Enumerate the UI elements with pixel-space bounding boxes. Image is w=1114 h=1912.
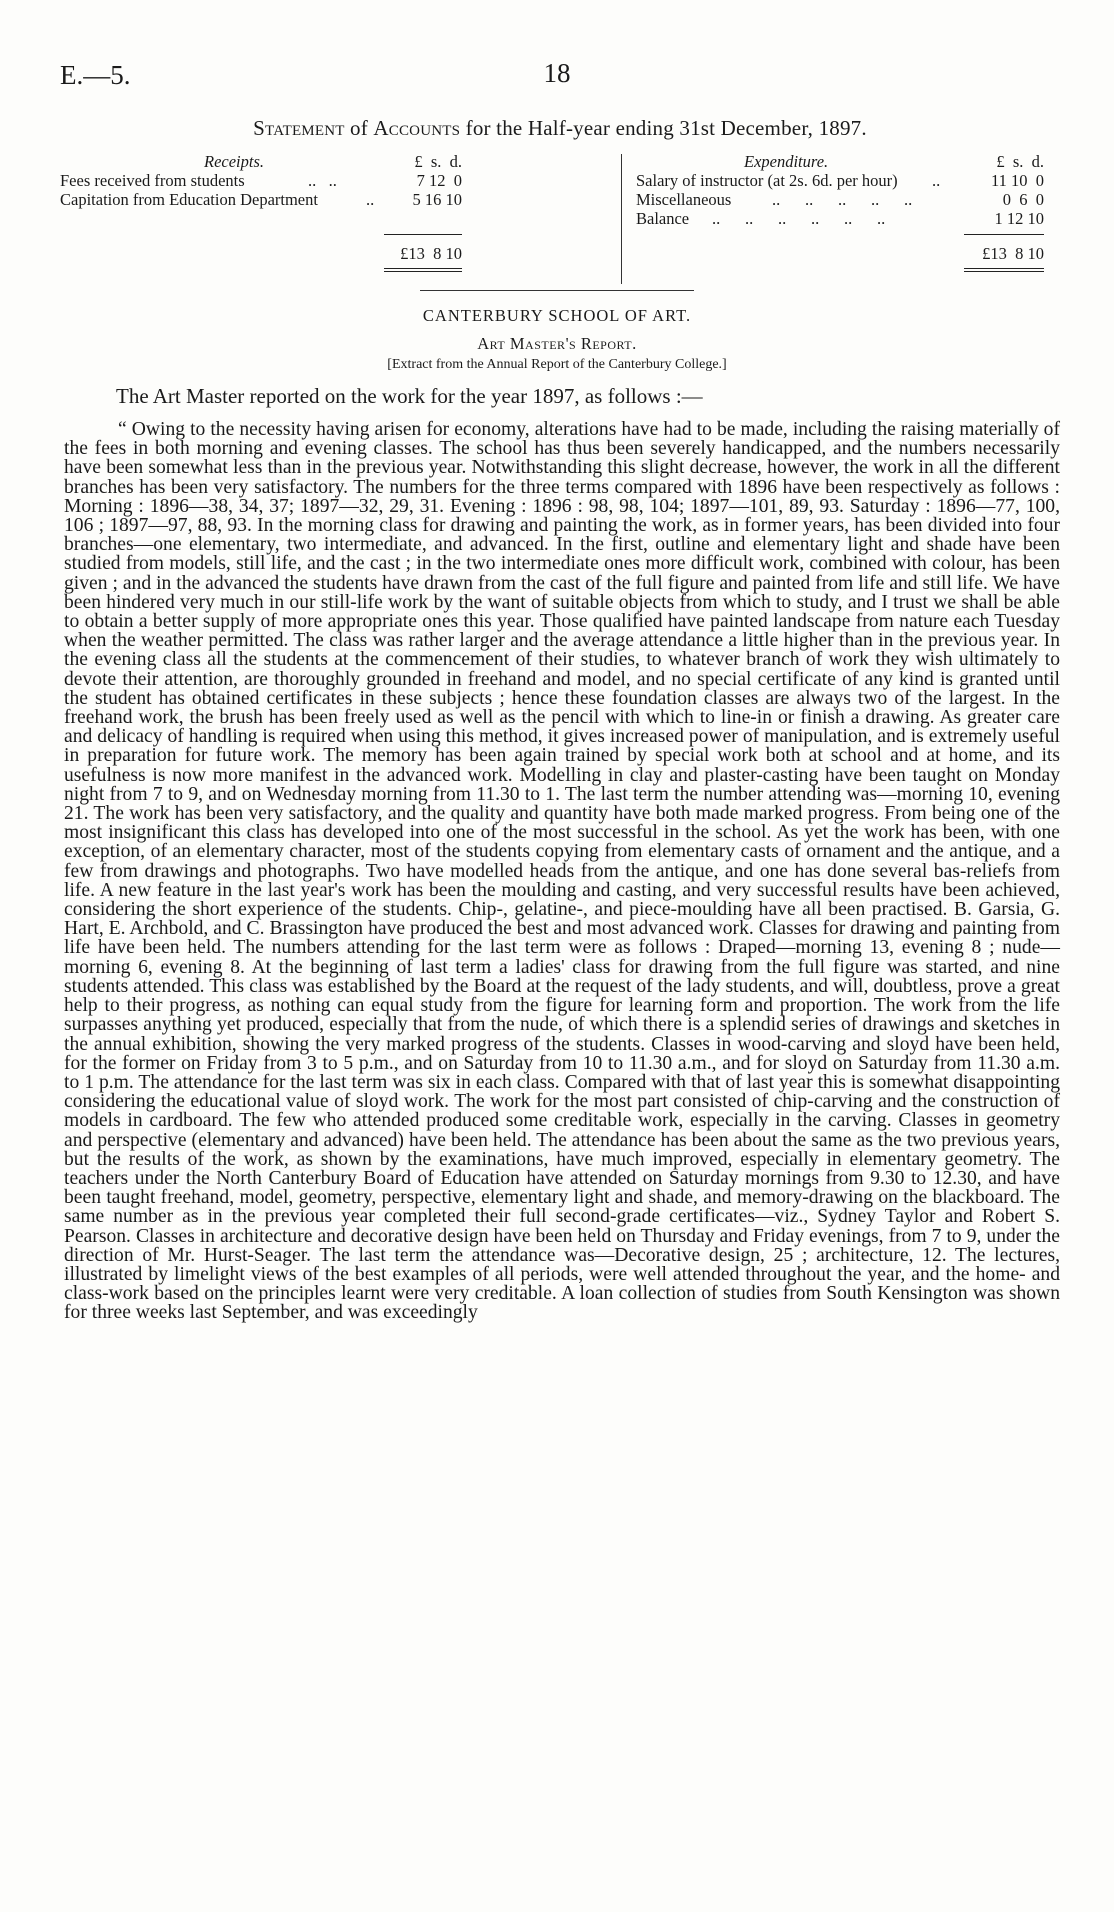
statement-title (60, 116, 1060, 141)
receipt-dots: .. .. (308, 171, 337, 190)
statement-title-word: Statement (253, 116, 345, 140)
expenditure-amount: 0 6 0 (1002, 190, 1044, 209)
receipts-currency-head: £ s. d. (414, 152, 462, 171)
expenditure-currency-head: £ s. d. (996, 152, 1044, 171)
statement-title-of: of (344, 116, 374, 140)
receipts-heading: Receipts. (204, 152, 265, 171)
receipt-amount: 7 12 0 (416, 171, 462, 190)
expenditure-label: Miscellaneous (636, 190, 732, 209)
school-title: CANTERBURY SCHOOL OF ART. (422, 306, 692, 325)
section-separator (420, 290, 694, 291)
expenditure-heading: Expenditure. (744, 152, 829, 171)
report-subtitle: Art Master's Report. (477, 334, 637, 353)
expenditure-dots: .. (932, 171, 941, 190)
receipts-total-rule-2 (384, 271, 462, 272)
receipts-total: £13 8 10 (400, 244, 462, 263)
expenditure-sum-rule (964, 234, 1044, 235)
expenditure-dots: .. .. .. .. .. (772, 190, 913, 209)
report-body (64, 420, 1060, 1323)
intro-line: The Art Master reported on the work for the year 1897, as follows :— (116, 384, 703, 408)
extract-note: [Extract from the Annual Report of the Canterbury College.] (387, 357, 727, 372)
receipt-label: Capitation from Education Department (60, 190, 318, 209)
expenditure-label: Balance (636, 209, 690, 228)
expenditure-total-rule (964, 268, 1044, 269)
expenditure-label: Salary of instructor (at 2s. 6d. per hour) (636, 171, 898, 190)
expenditure-amount: 11 10 0 (990, 171, 1044, 190)
expenditure-total: £13 8 10 (982, 244, 1044, 263)
receipt-label: Fees received from students (60, 171, 245, 190)
accounts-table (60, 152, 1060, 292)
expenditure-dots: .. .. .. .. .. .. (712, 209, 886, 228)
expenditure-amount: 1 12 10 (994, 209, 1044, 228)
statement-title-word-2: Accounts (373, 116, 461, 140)
receipt-amount: 5 16 10 (412, 190, 462, 209)
report-paragraph: “ Owing to the necessity having arisen for economy, alterations have had to be made, including the raising materially of the fees in both morning and evening classes. The school has thus been severely handicapped, and the numbers necessarily have been somewhat less than in the previous year. Notwithstanding this slight decrease, however, the work in all the different branches has been very satisfactory. The numbers for the three terms compared with 1896 have been respectively as follows : Morning : 1896—38, 34, 37; 1897—32, 29, 31. Evening : 1896 : 98, 98, 104; 1897—101, 89, 93. Saturday : 1896—77, 100, 106 ; 1897—97, 88, 93. In the morning class for drawing and painting the work, as in former years, has been divided into four branches—one elementary, two intermediate, and advanced. In the first, outline and elementary light and shade have been studied from models, still life, and the cast ; in the two intermediate ones more difficult work, combined with colour, has been given ; and in the advanced the students have drawn from the cast of the full figure and painted from life and still life. We have been hindered very much in our still-life work by the want of suitable objects from which to study, and I trust we shall be able to obtain a better supply of more appropriate ones this year. Those qualified have painted landscape from nature each Tuesday when the weather permitted. The class was rather larger and the average attendance a little higher than in the previous year. In the evening class all the students at the commencement of their studies, to whatever branch of work they wish ultimately to devote their attention, are thoroughly grounded in freehand and model, and no special certificate of any kind is granted until the student has obtained certificates in these subjects ; hence these foundation classes are always two of the largest. In the freehand work, the brush has been freely used as well as the pencil with which to line-in or finish a drawing. As greater care and delicacy of handling is required when using this method, it gives increased power of manipulation, and is extremely useful in preparation for future work. The memory has been again trained by special work both at school and at home, and its usefulness is now more manifest in the advanced work. Modelling in clay and plaster-casting have been taught on Monday night from 7 to 9, and on Wednesday morning from 11.30 to 1. The last term the number attending was—morning 10, evening 21. The work has been very satisfactory, and the quality and quantity have both made marked progress. From being one of the most insignificant this class has developed into one of the most successful in the school. As yet the work has been, with one exception, of an elementary character, most of the students copying from elementary casts of ornament and the antique, and a few from drawings and photographs. Two have modelled heads from the antique, and one has done several bas-reliefs from life. A new feature in the last year's work has been the moulding and casting, and very successful results have been achieved, considering the short experience of the students. Chip-, gelatine-, and piece-moulding have all been practised. B. Garsia, G. Hart, E. Archbold, and C. Brassington have produced the best and most advanced work. Classes for drawing and painting from life have been held. The numbers attending for the last term were as follows : Draped—morning 13, evening 8 ; nude—morning 6, evening 8. At the beginning of last term a ladies' class for drawing from the full figure was started, and nine students attended. This class was established by the Board at the request of the lady students, and will, doubtless, prove a great help to their progress, as nothing can equal study from the figure for learning form and proportion. The work from the life surpasses anything yet produced, especially that from the nude, of which there is a splendid series of drawings and sketches in the annual exhibition, showing the very marked progress of the students. Classes in wood-carving and sloyd have been held, for the former on Friday from 3 to 5 p.m., and on Saturday from 10 to 11.30 a.m., and for sloyd on Saturday from 11.30 a.m. to 1 p.m. The attendance for the last term was six in each class. Compared with that of last year this is somewhat disappointing considering the educational value of sloyd work. The work for the most part consisted of chip-carving and the construction of models in cardboard. The few who attended produced some creditable work, especially in the carving. Classes in geometry and perspective (elementary and advanced) have been held. The attendance has been about the same as the two previous years, but the results of the work, as shown by the examinations, have much improved, especially in elementary geometry. The teachers under the North Canterbury Board of Education have attended on Saturday mornings from 9.30 to 12.30, and have been taught freehand, model, geometry, perspective, elementary light and shade, and memory-drawing on the blackboard. The same number as in the previous year completed their full second-grade certificates—viz., Sydney Taylor and Robert S. Pearson. Classes in architecture and decorative design have been held on Thursday and Friday evenings, from 7 to 9, under the direction of Mr. Hurst-Seager. The last term the attendance was—Decorative design, 25 ; architecture, 12. The lectures, illustrated by limelight views of the best examples of all periods, were well attended throughout the year, and the home- and class-work based on the principles learnt were very creditable. A loan collection of studies from South Kensington was shown for three weeks last September, and was exceedingly (64, 419, 1060, 1324)
column-divider (621, 154, 622, 284)
page-number: 18 (543, 58, 571, 88)
expenditure-total-rule-2 (964, 271, 1044, 272)
receipts-total-rule (384, 268, 462, 269)
document-reference: E.—5. (60, 60, 131, 90)
receipts-sum-rule (384, 234, 462, 235)
statement-title-rest: for the Half-year ending 31st December, 1897. (460, 116, 867, 140)
receipt-dots: .. (366, 190, 375, 209)
